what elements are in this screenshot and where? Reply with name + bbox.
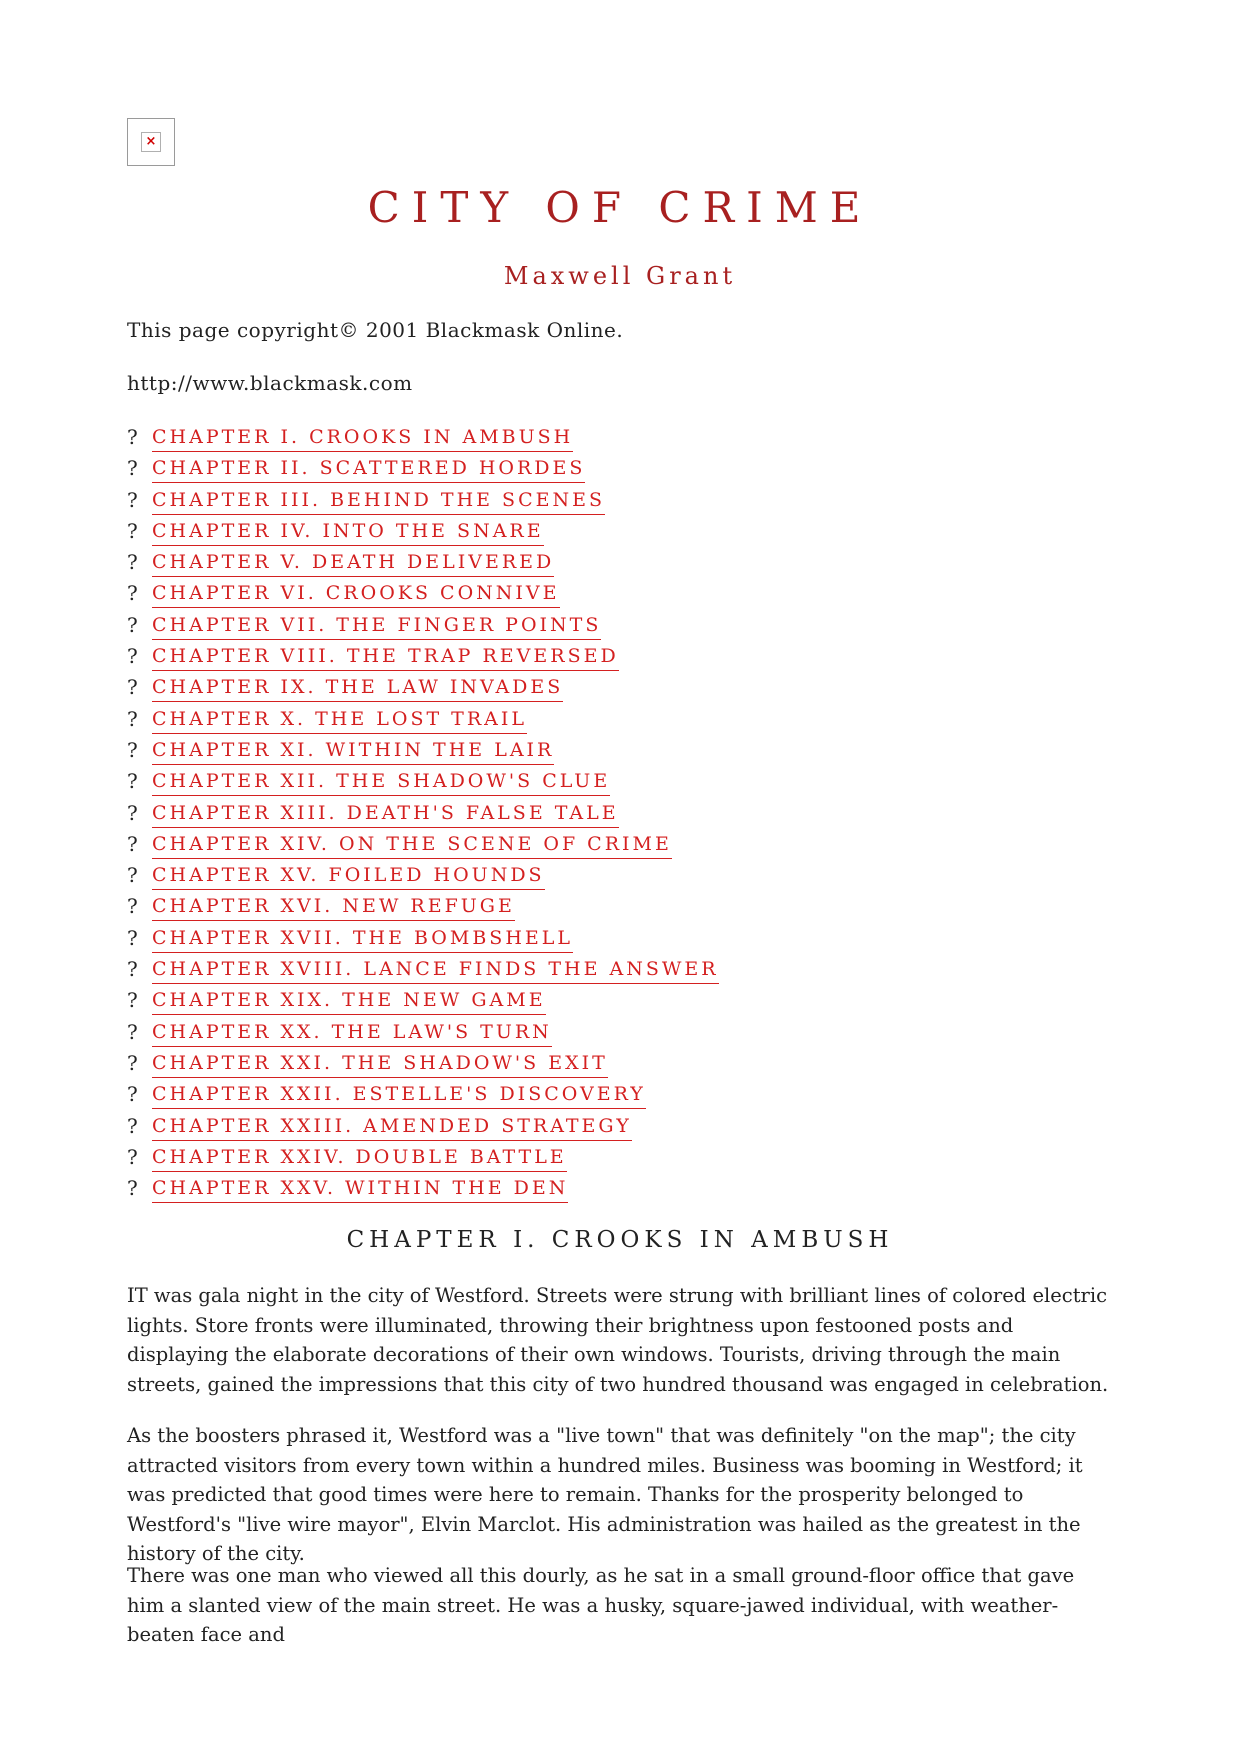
toc-item [127,549,719,580]
toc-item [127,737,719,768]
chapter-link[interactable]: CHAPTER XIX. THE NEW GAME [152,987,546,1015]
chapter-link[interactable]: CHAPTER I. CROOKS IN AMBUSH [152,424,573,452]
toc-bullet: ? [127,925,138,950]
toc-bullet: ? [127,518,138,543]
toc-bullet: ? [127,769,138,794]
toc-item [127,893,719,924]
chapter-link[interactable]: CHAPTER V. DEATH DELIVERED [152,549,554,577]
toc-bullet: ? [127,644,138,669]
toc-bullet: ? [127,988,138,1013]
toc-bullet: ? [127,1082,138,1107]
toc-item [127,612,719,643]
toc-bullet: ? [127,1019,138,1044]
toc-item [127,1050,719,1081]
toc-bullet: ? [127,863,138,888]
chapter-link[interactable]: CHAPTER XX. THE LAW'S TURN [152,1019,552,1047]
toc-item [127,956,719,987]
chapter-heading: CHAPTER I. CROOKS IN AMBUSH [346,1227,894,1253]
toc-item [127,1081,719,1112]
chapter-link[interactable]: CHAPTER X. THE LOST TRAIL [152,706,527,734]
toc-bullet: ? [127,487,138,512]
toc-bullet: ? [127,550,138,575]
chapter-link[interactable]: CHAPTER IX. THE LAW INVADES [152,674,563,702]
toc-bullet: ? [127,1113,138,1138]
book-author: Maxwell Grant [503,262,737,290]
chapter-link[interactable]: CHAPTER XVIII. LANCE FINDS THE ANSWER [152,956,719,984]
toc-bullet: ? [127,456,138,481]
chapter-link[interactable]: CHAPTER XIV. ON THE SCENE OF CRIME [152,831,672,859]
toc-item [127,706,719,737]
paragraph: IT was gala night in the city of Westford. Streets were strung with brilliant lines of colored electric lights. Store fronts were illuminated, throwing their brightness upon festooned posts and displaying the elaborate decorations of their own windows. Tourists, driving through the main streets, gained the impressions that this city of two hundred thousand was engaged in celebration. [127,1284,1109,1396]
chapter-link[interactable]: CHAPTER VIII. THE TRAP REVERSED [152,643,619,671]
broken-image-icon: × [141,132,161,152]
chapter-link[interactable]: CHAPTER XVII. THE BOMBSHELL [152,925,573,953]
toc-bullet: ? [127,737,138,762]
toc-bullet: ? [127,957,138,982]
toc-bullet: ? [127,1176,138,1201]
paragraph: As the boosters phrased it, Westford was a "live town" that was definitely "on the map"; the city attracted visitors from every town within a hundred miles. Business was booming in Westford; it was predicted that good times were here to remain. Thanks for the prosperity belonged to Westford's "live wire mayor", Elvin Marclot. His administration was hailed as the greatest in the history of the city. [127,1424,1083,1565]
toc-item [127,1175,719,1206]
toc-item [127,424,719,455]
toc-bullet: ? [127,894,138,919]
copyright-notice: This page copyright© 2001 Blackmask Online. [127,318,624,342]
toc-bullet: ? [127,1050,138,1075]
toc-item [127,925,719,956]
broken-image-placeholder [127,118,175,166]
source-url: http://www.blackmask.com [127,371,413,395]
toc-bullet: ? [127,581,138,606]
table-of-contents [127,424,719,1206]
toc-bullet: ? [127,675,138,700]
toc-item [127,1144,719,1175]
chapter-link[interactable]: CHAPTER VII. THE FINGER POINTS [152,612,601,640]
toc-bullet: ? [127,612,138,637]
toc-bullet: ? [127,800,138,825]
toc-item [127,800,719,831]
toc-item [127,1019,719,1050]
toc-item [127,862,719,893]
toc-bullet: ? [127,831,138,856]
chapter-link[interactable]: CHAPTER XVI. NEW REFUGE [152,893,515,921]
toc-item [127,455,719,486]
chapter-link[interactable]: CHAPTER III. BEHIND THE SCENES [152,487,605,515]
toc-item [127,831,719,862]
toc-item [127,518,719,549]
chapter-link[interactable]: CHAPTER XXII. ESTELLE'S DISCOVERY [152,1081,646,1109]
toc-bullet: ? [127,1144,138,1169]
chapter-link[interactable]: CHAPTER XXV. WITHIN THE DEN [152,1175,568,1203]
paragraph: There was one man who viewed all this dourly, as he sat in a small ground-floor office that gave him a slanted view of the main street. He was a husky, square-jawed individual, with weather-beaten face and [127,1564,1075,1646]
chapter-link[interactable]: CHAPTER XXI. THE SHADOW'S EXIT [152,1050,608,1078]
book-title: CITY OF CRIME [367,183,873,232]
toc-item [127,674,719,705]
chapter-link[interactable]: CHAPTER XXIII. AMENDED STRATEGY [152,1113,632,1141]
toc-bullet: ? [127,425,138,449]
chapter-link[interactable]: CHAPTER XII. THE SHADOW'S CLUE [152,768,610,796]
chapter-link[interactable]: CHAPTER XV. FOILED HOUNDS [152,862,545,890]
toc-item [127,580,719,611]
toc-item [127,768,719,799]
toc-item [127,643,719,674]
chapter-link[interactable]: CHAPTER II. SCATTERED HORDES [152,455,585,483]
chapter-link[interactable]: CHAPTER VI. CROOKS CONNIVE [152,580,560,608]
chapter-link[interactable]: CHAPTER XIII. DEATH'S FALSE TALE [152,800,619,828]
chapter-link[interactable]: CHAPTER XXIV. DOUBLE BATTLE [152,1144,567,1172]
chapter-link[interactable]: CHAPTER XI. WITHIN THE LAIR [152,737,554,765]
toc-item [127,487,719,518]
toc-item [127,987,719,1018]
toc-item [127,1113,719,1144]
toc-bullet: ? [127,706,138,731]
chapter-link[interactable]: CHAPTER IV. INTO THE SNARE [152,518,544,546]
